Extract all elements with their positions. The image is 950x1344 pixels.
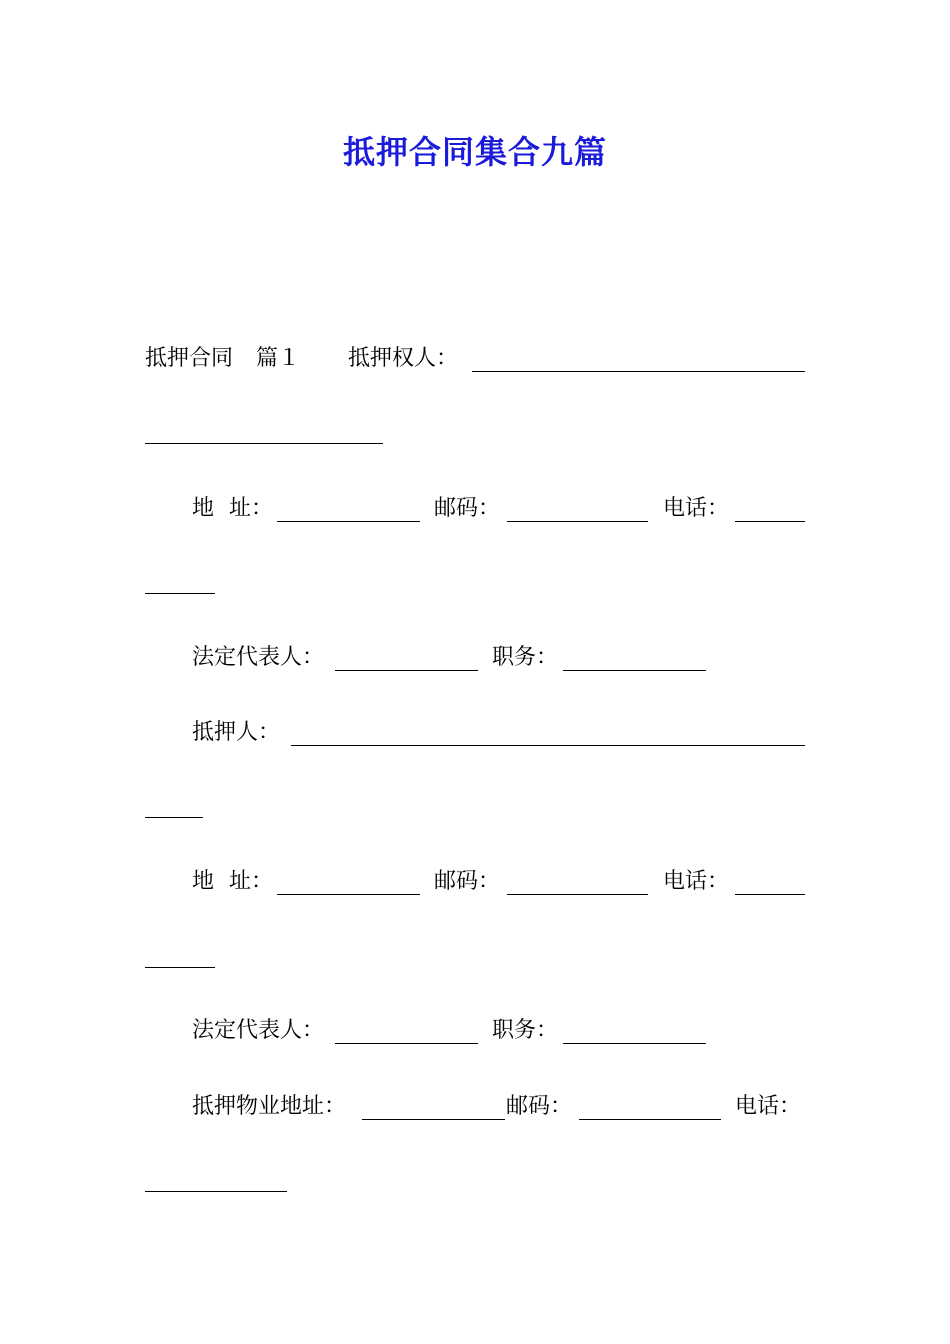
mortgagor-continuation-line [0, 790, 950, 824]
mortgagee-continuation-line [0, 416, 950, 450]
property-address-blank[interactable] [362, 1119, 505, 1120]
mortgagor-legal-rep-blank[interactable] [335, 1043, 478, 1044]
mortgagor-contact-line [0, 867, 950, 901]
mortgagee-label: 抵押权人： [348, 346, 459, 371]
mortgagee-phone-continuation-line [0, 566, 950, 600]
mortgagee-address-label: 地 址： [192, 496, 273, 521]
mortgagor-phone-label: 电话： [663, 869, 730, 894]
mortgagee-phone-blank-continued[interactable] [145, 593, 215, 594]
mortgagee-legal-rep-blank[interactable] [335, 670, 478, 671]
mortgagor-position-blank[interactable] [563, 1043, 706, 1044]
mortgagee-postcode-blank[interactable] [507, 521, 648, 522]
property-phone-continuation-line [0, 1164, 950, 1198]
mortgagee-contact-line [0, 494, 950, 528]
mortgagor-address-label: 地 址： [192, 869, 273, 894]
mortgagee-position-blank[interactable] [563, 670, 706, 671]
mortgagee-legal-rep-label: 法定代表人： [192, 645, 325, 670]
mortgagee-position-label: 职务： [492, 645, 559, 670]
property-phone-blank[interactable] [145, 1191, 287, 1192]
mortgagor-phone-continuation-line [0, 940, 950, 974]
mortgagor-blank-continued[interactable] [145, 817, 203, 818]
mortgagee-phone-label: 电话： [663, 496, 730, 521]
mortgagor-phone-blank-continued[interactable] [145, 967, 215, 968]
mortgagor-label: 抵押人： [192, 720, 281, 745]
property-contact-line [0, 1092, 950, 1126]
mortgagee-blank-continued[interactable] [145, 443, 383, 444]
section-number: 篇１ [256, 346, 301, 371]
mortgagor-legal-rep-line [0, 1016, 950, 1050]
page-title: 抵押合同集合九篇 [342, 133, 607, 171]
section-label: 抵押合同 [145, 346, 234, 371]
mortgagee-phone-blank[interactable] [735, 521, 805, 522]
mortgagor-position-label: 职务： [492, 1018, 559, 1043]
property-postcode-label: 邮码： [506, 1094, 573, 1119]
mortgagor-postcode-blank[interactable] [507, 894, 648, 895]
mortgagee-legal-rep-line [0, 643, 950, 677]
mortgagor-legal-rep-label: 法定代表人： [192, 1018, 325, 1043]
property-postcode-blank[interactable] [579, 1119, 721, 1120]
mortgagee-line [0, 344, 950, 378]
mortgagor-address-blank[interactable] [277, 894, 420, 895]
mortgagee-blank[interactable] [472, 371, 805, 372]
mortgagee-postcode-label: 邮码： [434, 496, 501, 521]
property-phone-label: 电话： [735, 1094, 802, 1119]
property-address-label: 抵押物业地址： [192, 1094, 347, 1119]
mortgagor-blank[interactable] [291, 745, 805, 746]
mortgagee-address-blank[interactable] [277, 521, 420, 522]
mortgagor-line [0, 718, 950, 752]
mortgagor-postcode-label: 邮码： [434, 869, 501, 894]
mortgagor-phone-blank[interactable] [735, 894, 805, 895]
